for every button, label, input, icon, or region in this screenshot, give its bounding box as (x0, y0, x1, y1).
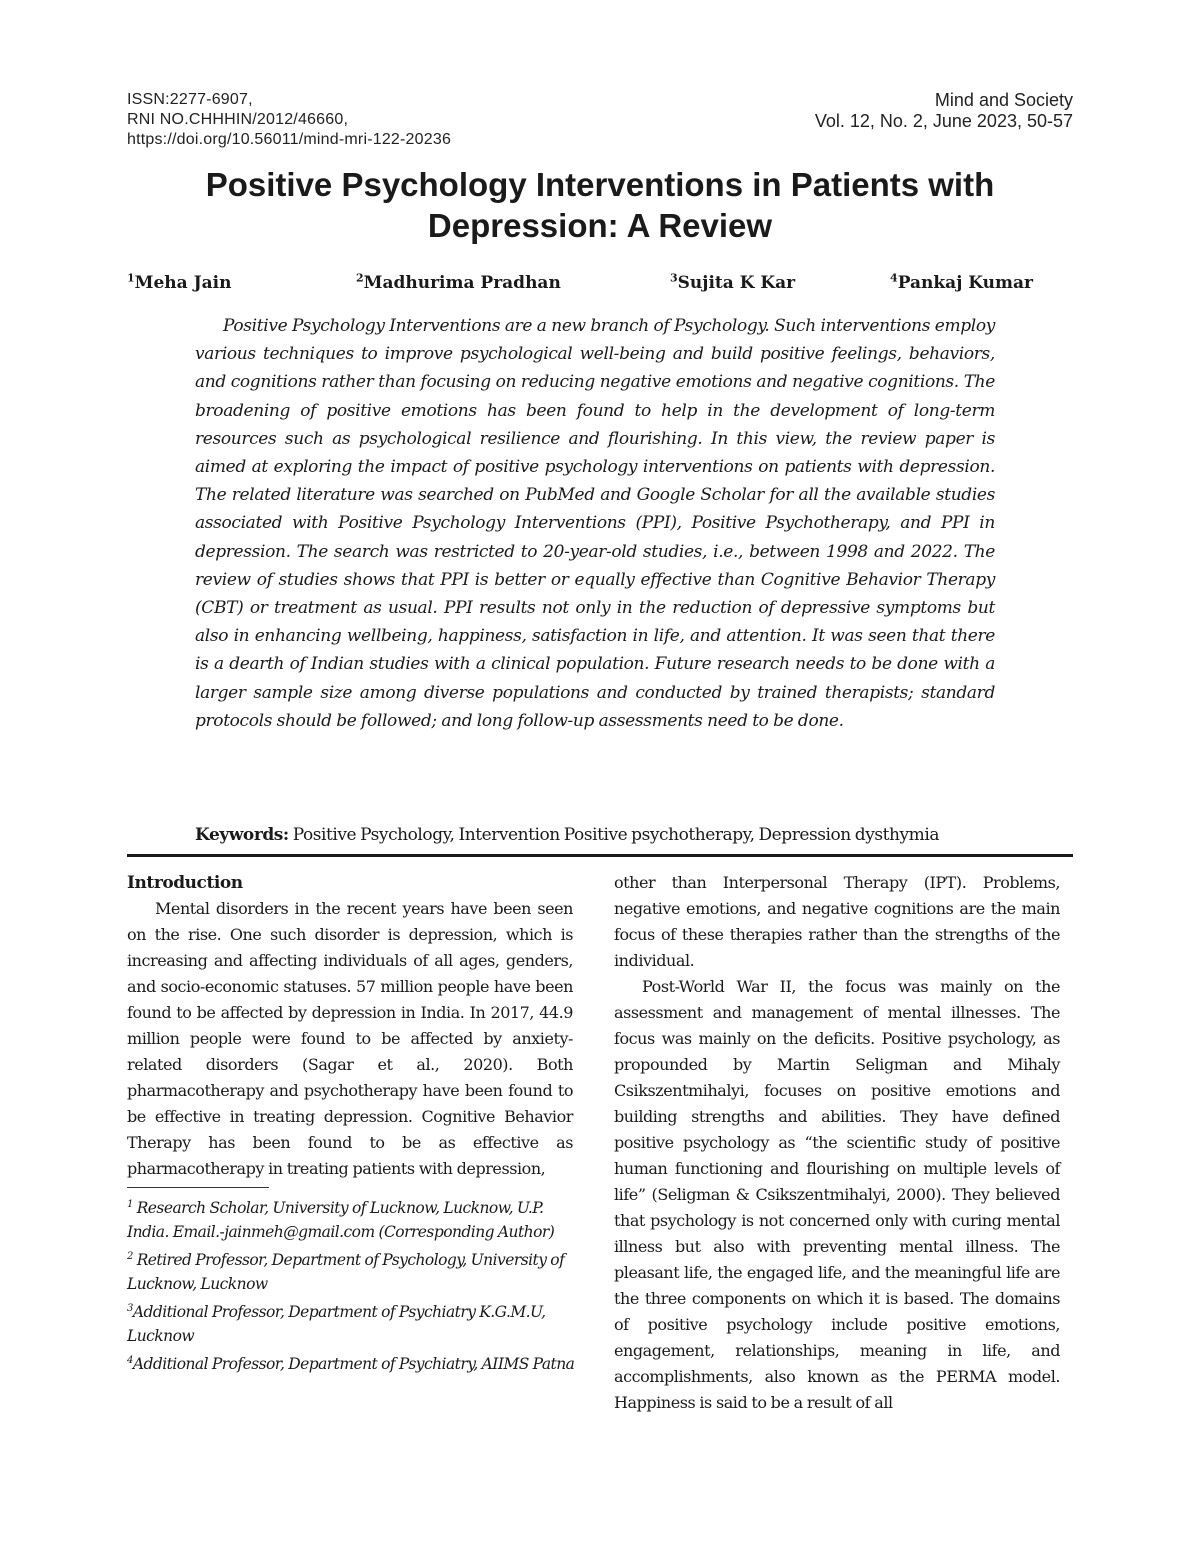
author-1-name: Meha Jain (134, 273, 232, 293)
footnote-2 (127, 1248, 589, 1296)
footnote-divider (127, 1187, 269, 1188)
author-1 (127, 270, 231, 296)
introduction-paragraph-1: Mental disorders in the recent years have been seen on the rise. One such disorder is depression, which is increasing and affecting individuals of all ages, genders, and socio-economic statuses. 57 million people have been found to be affected by depression in India. In 2017, 44.9 million people were found to be affected by anxiety-related disorders (Sagar et al., 2020). Both pharmacotherapy and psychotherapy have been found to be effective in treating depression. Cognitive Behavior Therapy has been found to be as effective as pharmacotherapy in treating patients with depression, (127, 899, 573, 1178)
footnote-1 (127, 1196, 589, 1244)
title-line-2: Depression: A Review (427, 207, 773, 244)
author-4 (890, 270, 1033, 296)
author-list (127, 270, 1073, 298)
volume-issue: Vol. 12, No. 2, June 2023, 50-57 (814, 111, 1073, 131)
introduction-paragraph-2: Post-World War II, the focus was mainly on the assessment and management of mental illnesses. The focus was mainly on the deficits. Positive psychology, as propounded by Martin Seligman and Mihaly Csikszentmihalyi, focuses on positive emotions and building strengths and abilities. They have defined positive psychology as “the scientific study of positive human functioning and flourishing on multiple levels of life” (Seligman & Csikszentmihalyi, 2000). They believed that psychology is not concerned only with curing mental illness but also with preventing mental illness. The pleasant life, the engaged life, and the meaningful life are the three components on which it is based. The domains of positive psychology include positive emotions, engagement, relationships, meaning in life, and accomplishments, also known as the PERMA model. Happiness is said to be a result of all (614, 977, 1060, 1412)
issn: ISSN:2277-6907, (127, 91, 253, 108)
author-3-affiliation-mark: 3 (670, 271, 678, 285)
introduction-heading: Introduction (127, 873, 243, 893)
journal-info (815, 90, 1073, 132)
footnote-2-text: Retired Professor, Department of Psychology, University of Lucknow, Lucknow (127, 1251, 565, 1293)
introduction-continuation: other than Interpersonal Therapy (IPT). Problems, negative emotions, and negative cognitions are the main focus of these therapies rather than the strengths of the individual. (614, 873, 1060, 970)
footnote-2-mark: 2 (127, 1250, 133, 1262)
footnote-4 (127, 1352, 589, 1376)
footnote-4-text: Additional Professor, Department of Psychiatry, AIIMS Patna (132, 1355, 575, 1373)
author-2-affiliation-mark: 2 (356, 271, 364, 285)
author-2-name: Madhurima Pradhan (363, 273, 561, 293)
publication-info (127, 90, 451, 150)
footnote-4-mark: 4 (127, 1354, 133, 1366)
affiliation-footnotes (127, 1196, 589, 1380)
footnote-1-mark: 1 (127, 1198, 133, 1210)
keywords (195, 823, 1075, 847)
author-1-affiliation-mark: 1 (127, 271, 135, 285)
doi-link[interactable]: https://doi.org/10.56011/mind-mri-122-20236 (127, 131, 452, 148)
rni-number: RNI NO.CHHHIN/2012/46660, (127, 111, 349, 128)
paper-title (127, 164, 1073, 246)
abstract: Positive Psychology Interventions are a new branch of Psychology. Such interventions employ various techniques to improve psychological well-being and build positive feelings, behaviors, and cognitions rather than focusing on reducing negative emotions and negative cognitions. The broadening of positive emotions has been found to help in the development of long-term resources such as psychological resilience and flourishing. In this view, the review paper is aimed at exploring the impact of positive psychology interventions on patients with depression. The related literature was searched on PubMed and Google Scholar for all the available studies associated with Positive Psychology Interventions (PPI), Positive Psychotherapy, and PPI in depression. The search was restricted to 20-year-old studies, i.e., between 1998 and 2022. The review of studies shows that PPI is better or equally effective than Cognitive Behavior Therapy (CBT) or treatment as usual. PPI results not only in the reduction of depressive symptoms but also in enhancing wellbeing, happiness, satisfaction in life, and attention. It was seen that there is a dearth of Indian studies with a clinical population. Future research needs to be done with a larger sample size among diverse populations and conducted by trained therapists; standard protocols should be followed; and long follow-up assessments need to be done. (195, 316, 995, 731)
footnote-3-mark: 3 (127, 1302, 133, 1314)
title-line-1: Positive Psychology Interventions in Patients with (205, 166, 995, 203)
author-2 (356, 270, 561, 296)
author-3-name: Sujita K Kar (677, 273, 796, 293)
left-column (127, 870, 573, 1182)
keywords-label: Keywords: (195, 825, 289, 845)
section-divider (127, 854, 1073, 857)
footnote-3-text: Additional Professor, Department of Psychiatry K.G.M.U, Lucknow (127, 1303, 546, 1345)
author-4-affiliation-mark: 4 (890, 271, 898, 285)
footnote-1-text: Research Scholar, University of Lucknow, Lucknow, U.P. India. Email.-jainmeh@gmail.com (Corresponding Author) (127, 1199, 555, 1241)
journal-name: Mind and Society (934, 90, 1073, 110)
author-3 (670, 270, 795, 296)
keywords-text: Positive Psychology, Intervention Positive psychotherapy, Depression dysthymia (292, 825, 940, 845)
author-4-name: Pankaj Kumar (897, 273, 1033, 293)
footnote-3 (127, 1300, 589, 1348)
right-column (614, 870, 1060, 1416)
